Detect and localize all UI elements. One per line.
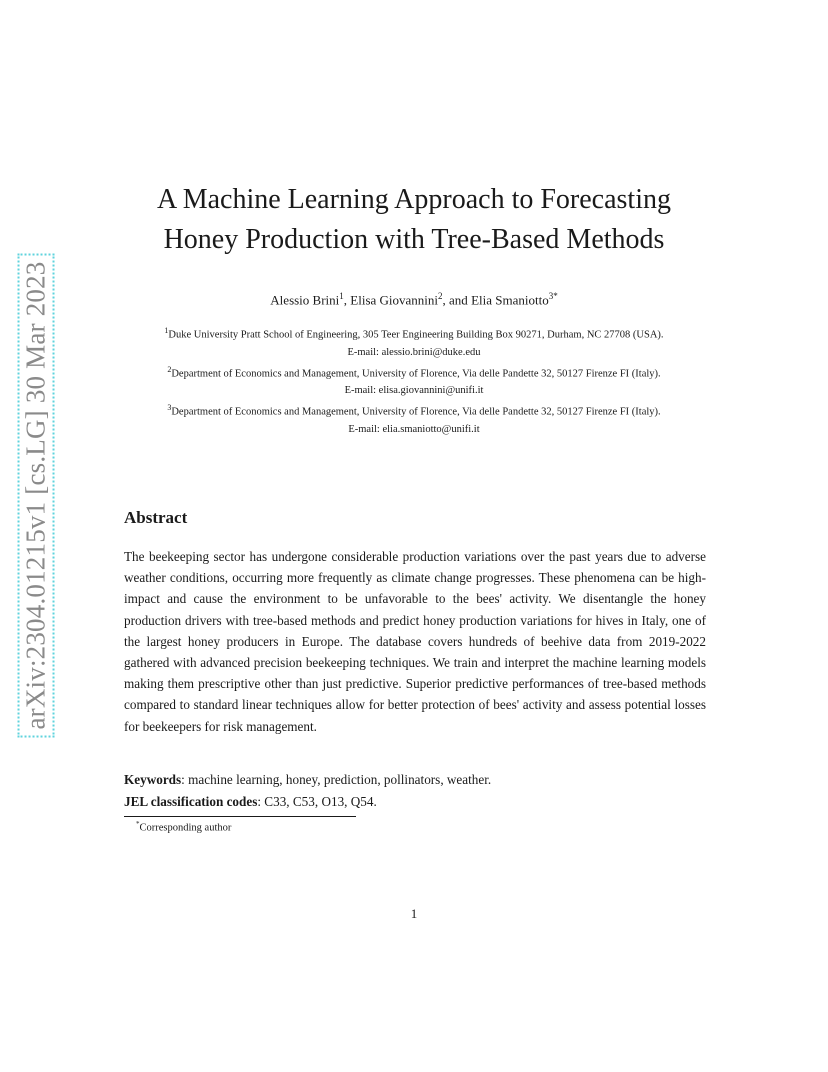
keywords-text: : machine learning, honey, prediction, pollinators, weather. [181, 772, 492, 787]
affiliation-email: E-mail: alessio.brini@duke.edu [347, 346, 481, 358]
keywords-line [124, 769, 706, 791]
jel-text: : C33, C53, O13, Q54. [257, 793, 377, 809]
footnote-text: Corresponding author [139, 822, 232, 834]
affiliation-mark: 2 [167, 364, 172, 374]
author-separator: , [343, 292, 351, 308]
footnote-divider [124, 816, 356, 817]
jel-line [124, 791, 706, 813]
affiliation-text: Department of Economics and Management, University of Florence, Via delle Pandette 32, 50127 Firenze FI (Italy). [171, 368, 661, 379]
keywords-section [124, 769, 706, 812]
author-mark: 1 [339, 291, 344, 301]
author-mark: 3* [548, 291, 558, 301]
page-number: 1 [410, 906, 418, 921]
author-name: Alessio Brini [270, 292, 340, 308]
paper-title [110, 180, 718, 260]
affiliations [110, 322, 718, 438]
affiliation-email: E-mail: elisa.giovannini@unifi.it [344, 385, 484, 396]
title-line-1: A Machine Learning Approach to Forecasting [157, 184, 671, 215]
footnote [136, 820, 231, 834]
affiliation [110, 322, 718, 361]
author-separator: , and [442, 292, 472, 308]
author-mark: 2 [438, 291, 443, 301]
affiliation [110, 361, 718, 400]
author-name: Elia Smaniotto [471, 292, 549, 308]
arxiv-stamp [16, 255, 56, 735]
keywords-label: Keywords [124, 772, 182, 787]
abstract-text: The beekeeping sector has undergone considerable production variations over the past years due to adverse weather conditions, occurring more frequently as climate change progresses. These phenomena can be high-impact and cause the environment to be unfavorable to the bees' activity. We disentangle the honey production drivers with tree-based methods and predict honey production variations for hives in Italy, one of the largest honey producers in Europe. The database covers hundreds of beehive data from 2019-2022 gathered with advanced precision beekeeping techniques. We train and interpret the machine learning models making them prescriptive other than just predictive. Superior predictive performances of tree-based methods compared to standard linear techniques allow for better protection of bees' activity and assess potential losses for beekeepers for risk management. [124, 549, 706, 734]
author-list [110, 291, 718, 308]
abstract-heading: Abstract [124, 508, 188, 527]
title-line-2: Honey Production with Tree-Based Methods [163, 224, 665, 255]
arxiv-identifier: arXiv:2304.01215v1 [cs.LG] 30 Mar 2023 [18, 253, 55, 737]
author-name: Elisa Giovannini [350, 292, 439, 308]
affiliation-mark: 1 [164, 326, 169, 335]
affiliation-mark: 3 [167, 403, 172, 412]
affiliation-text: Duke University Pratt School of Engineering, 305 Teer Engineering Building Box 90271, Durham, NC 27708 (USA). [168, 329, 664, 341]
affiliation-email: E-mail: elia.smaniotto@unifi.it [348, 423, 480, 435]
affiliation [110, 399, 718, 438]
affiliation-text: Department of Economics and Management, University of Florence, Via delle Pandette 32, 50127 Firenze FI (Italy). [171, 406, 661, 418]
footnote-mark: * [136, 820, 140, 828]
jel-label: JEL classification codes [124, 793, 258, 809]
